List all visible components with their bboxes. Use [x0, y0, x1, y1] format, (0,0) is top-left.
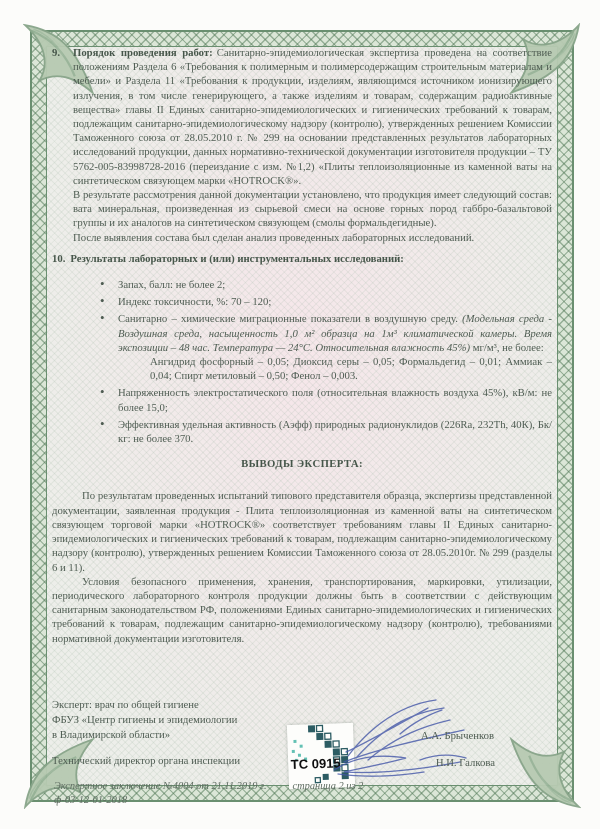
section-9-title: Порядок проведения работ:: [73, 47, 213, 59]
list-item: • Эффективная удельная активность (Аэфф) природных радионуклидов (226Ra, 232Th, 40К), Бк/кг: не более 370.: [118, 418, 552, 446]
expert-name: А.А. Брыченков: [421, 730, 494, 742]
expert-conclusions-heading: ВЫВОДЫ ЭКСПЕРТА:: [241, 458, 363, 471]
footer-doc-label: Экспертное заключение №4004 от 21.11.2019 г.: [54, 781, 267, 792]
footer-page-label: страница 2 из 2: [292, 781, 364, 792]
section-9-paragraph-3: После выявления состава был сделан анализ проведенных лабораторных исследований.: [73, 231, 475, 244]
list-item: • Индекс токсичности, %: 70 – 120;: [118, 295, 552, 309]
expert-role-line3: в Владимирской области»: [52, 729, 171, 741]
expert-role-line1: Эксперт: врач по общей гигиене: [52, 699, 199, 711]
conclusions-paragraph-1: По результатам проведенных испытаний типового представителя образца, экспертизы представленной документации, заявленная продукция - Плита теплоизоляционная из каменной ваты на синтетическом связующем торговой марки «HOTROCK®» соответствует требованиям главы II Единых санитарно-эпидемиологических и гигиенических требований к товарам, подлежащим санитарно-эпидемиологическому надзору (контролю), утвержденных решением Комиссии Таможенного союза от 28.05.2010г. № 299 (разделы 6 и 11).: [52, 490, 552, 574]
expert-role-line2: ФБУЗ «Центр гигиены и эпидемиологии: [52, 714, 238, 726]
signature-block: [52, 698, 552, 790]
director-role: Технический директор органа инспекции: [52, 755, 241, 767]
list-item: [118, 312, 552, 383]
section-9-number: 9.: [52, 47, 61, 59]
bullet3-substances: Ангидрид фосфорный – 0,05; Диоксид серы – 0,05; Формальдегид – 0,01; Аммиак – 0,04; Спирт метиловый – 0,50; Фенол – 0,003.: [150, 356, 552, 383]
list-item: • Напряженность электростатического поля (относительная влажность воздуха 45%), кВ/м: не более 15,0;: [118, 386, 552, 414]
section-9-paragraph-1: [73, 46, 552, 188]
footer-form-code: ф-03-12-01-2018: [54, 795, 128, 806]
director-name: Н.И. Галкова: [435, 757, 495, 769]
section-10-heading: [52, 252, 552, 266]
section-9: [52, 46, 552, 245]
conclusions-paragraph-2: Условия безопасного применения, хранения, транспортирования, маркировки, утилизации, периодического лабораторного контроля продукции должны быть в соответствии с действующим санитарным законодательством РФ, положениями Единых санитарно-эпидемиологических и гигиенических требований к товарам, подлежащим санитарно-эпидемиологическому надзору (контролю), требованиями нормативной документации изготовителя.: [52, 575, 552, 645]
bullet3-tail: мг/м³, не более:: [470, 341, 544, 354]
bullet3-lead: Санитарно – химические миграционные показатели в воздушную среду.: [118, 313, 463, 326]
footer-line: [54, 780, 552, 794]
section-9-text-1: Санитарно-эпидемиологическая экспертиза проведена на соответствие положениям Раздела 6 «Требования к полимерным и полимерсодержащим строительным материалам и мебели» и Раздела 11 «Требования к продукции, изделиям, являющимся источником ионизирующего излучения, в том числе генерирующего, а также изделиям и товарам, содержащим радиоактивные вещества» главы II Единых санитарно-эпидемиологических и гигиенических требований к товарам, подлежащим санитарно-эпидемиологическому надзору (контролю), утвержденных решением Комиссии Таможенного союза от 28.05.2010 г. № 299 на основании представленных результатов лабораторных исследований продукции, данных нормативно-технической документации изготовителя продукции – ТУ 5762-005-83998728-2016 (переиздание с изм. №1,2) «Плиты теплоизоляционные из каменной ваты на синтетическом связующем марки «HOTROCK®».: [73, 47, 553, 187]
stamp-code: ТС 0915: [290, 755, 341, 773]
section-10-number: 10.: [52, 252, 66, 265]
section-9-paragraph-2: В результате рассмотрения данной документации установлено, что продукция имеет следующий состав: вата минеральная, произведенная из сырьевой смеси на основе горных пород габбро-базальтовой группы и их аналогов на синтетическом связующем (смолы формальдегидные).: [73, 189, 552, 230]
document-content: [52, 46, 552, 806]
section-10-title: Результаты лабораторных и (или) инструментальных исследований:: [70, 252, 404, 265]
list-item: • Запах, балл: не более 2;: [118, 278, 552, 292]
bullet3-model-conditions: (Модельная среда - Воздушная среда, насыщенность 1,0 м² образца на 1м³ климатической камеры. Время экспозиции – 48 час. Температура — 24°С. Относительная влажность 45%): [118, 313, 552, 354]
results-list: [52, 278, 552, 446]
